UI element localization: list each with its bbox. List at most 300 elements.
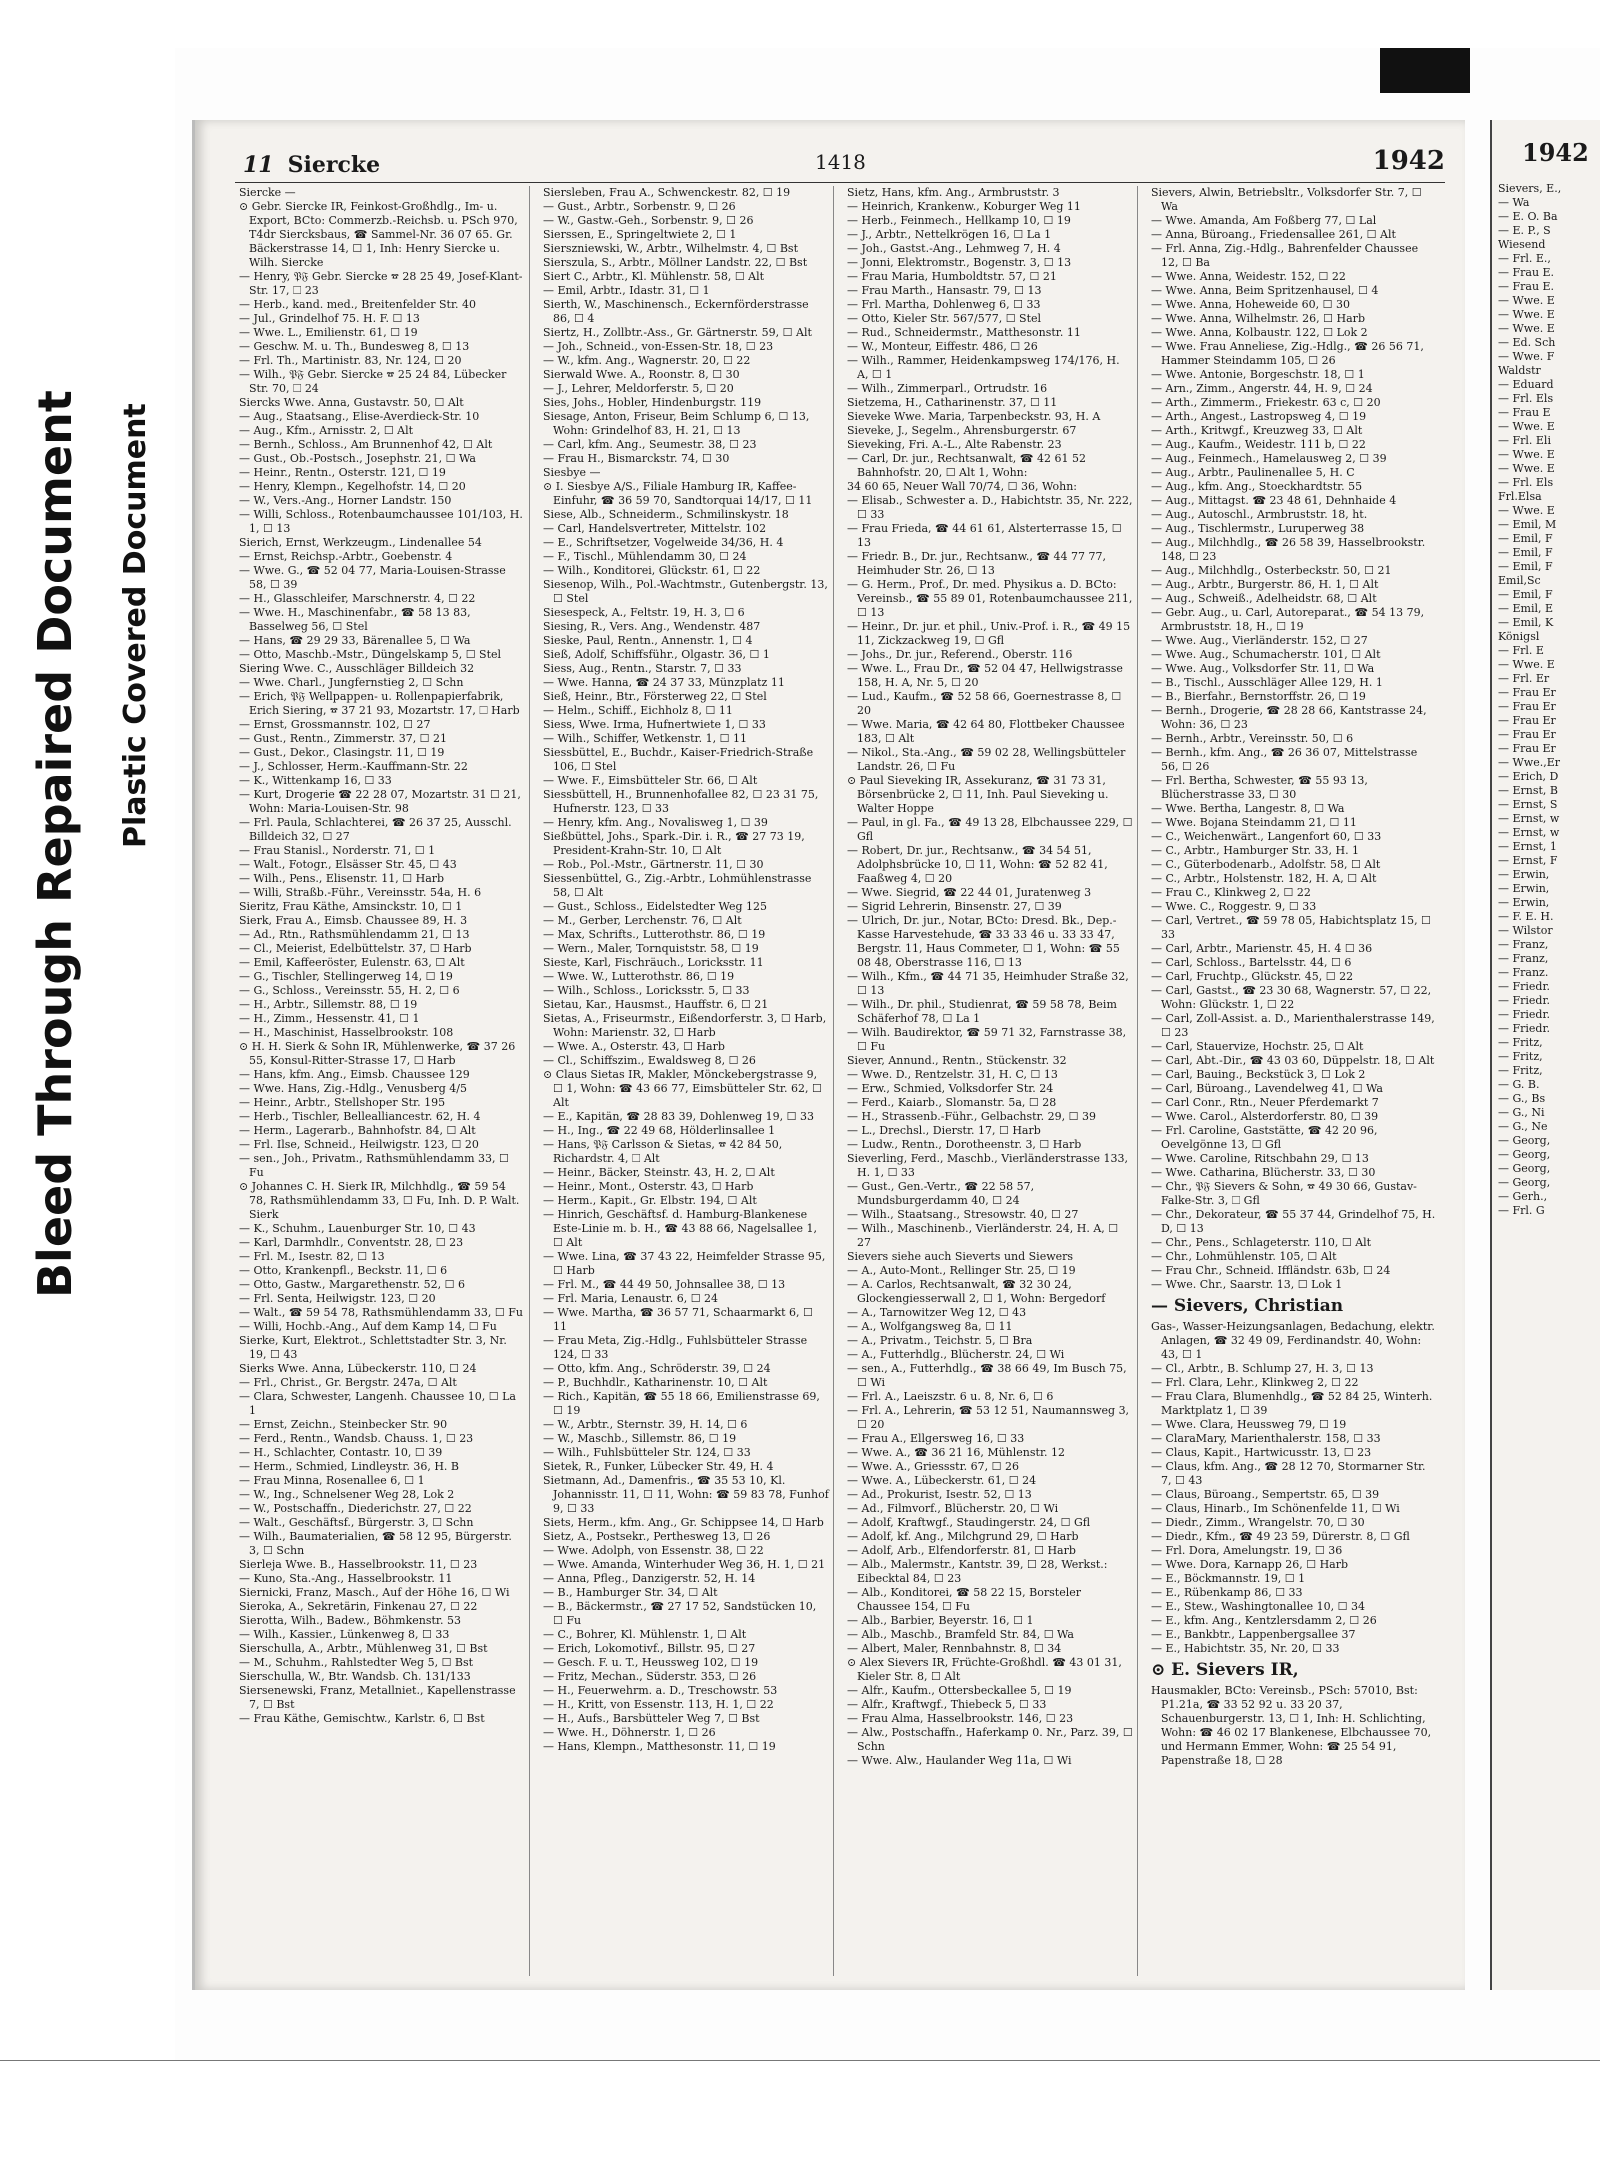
directory-entry: — Frl. Martha, Dohlenweg 6, ☐ 33 [847, 298, 1041, 311]
directory-entry: — C., Arbtr., Hamburger Str. 33, H. 1 [1151, 844, 1360, 857]
adjacent-entry-fragment: — Frau Er [1498, 742, 1556, 755]
directory-entry: — Henry, Klempn., Kegelhofstr. 14, ☐ 20 [239, 480, 466, 493]
directory-entry: — Alw., Postschaffn., Haferkamp 0. Nr., Parz. 39, ☐ Schn [847, 1726, 1133, 1753]
adjacent-entry-fragment: — Frl. Eli [1498, 434, 1551, 447]
directory-entry: Siersenewski, Franz, Metallniet., Kapellenstrasse 7, ☐ Bst [239, 1684, 516, 1711]
directory-entry: — H., Maschinist, Hasselbrookstr. 108 [239, 1026, 454, 1039]
adjacent-entry-fragment: — G., Ne [1498, 1120, 1548, 1133]
adjacent-entry-fragment: — Emil, E [1498, 602, 1554, 615]
adjacent-entry-fragment: Sievers, E., [1498, 182, 1562, 195]
directory-entry: — Adolf, Kraftwgf., Staudingerstr. 24, ☐ Gfl [847, 1516, 1091, 1529]
directory-entry: Siessbüttel, E., Buchdr., Kaiser-Friedrich-Straße 106, ☐ Stel [543, 746, 814, 773]
directory-entry: Siets, Herm., kfm. Ang., Gr. Schippsee 14, ☐ Harb [543, 1516, 824, 1529]
stamp-line-2: Plastic Covered Document [118, 403, 153, 848]
directory-entry: — Wilh. Baudirektor, ☎ 59 71 32, Farnstrasse 38, ☐ Fu [847, 1026, 1127, 1053]
directory-entry: — F., Tischl., Mühlendamm 30, ☐ 24 [543, 550, 747, 563]
directory-entry: — ClaraMary, Marienthalerstr. 158, ☐ 33 [1151, 1432, 1381, 1445]
directory-entry: — Ludw., Rentn., Dorotheenstr. 3, ☐ Harb [847, 1138, 1082, 1151]
directory-entry: — Wwe. Antonie, Borgeschstr. 18, ☐ 1 [1151, 368, 1365, 381]
directory-entry: — Clara, Schwester, Langenh. Chaussee 10, ☐ La 1 [239, 1390, 516, 1417]
directory-entry: — Anna, Büroang., Friedensallee 261, ☐ Alt [1151, 228, 1396, 241]
adjacent-entry-fragment: — Frl. E., [1498, 252, 1551, 265]
directory-entry: — G., Tischler, Stellingerweg 14, ☐ 19 [239, 970, 453, 983]
page-header [235, 142, 1445, 183]
adjacent-entry-fragment: Waldstr [1498, 364, 1541, 377]
adjacent-entry-fragment: — Franz, [1498, 938, 1549, 951]
adjacent-entry-fragment: — Erwin, [1498, 882, 1550, 895]
directory-entry: — Hans, ☎ 29 29 33, Bärenallee 5, ☐ Wa [239, 634, 471, 647]
directory-entry: — Friedr. B., Dr. jur., Rechtsanw., ☎ 44 77 77, Heimhuder Str. 26, ☐ 13 [847, 550, 1106, 577]
directory-entry: — E., Habichtstr. 35, Nr. 20, ☐ 33 [1151, 1642, 1340, 1655]
directory-entry: Sietas, A., Friseurmstr., Eißendorferstr. 3, ☐ Harb, Wohn: Marienstr. 32, ☐ Harb [543, 1012, 827, 1039]
directory-entry: — C., Weichenwärt., Langenfort 60, ☐ 33 [1151, 830, 1382, 843]
directory-entry: — Wilh., Pens., Elisenstr. 11, ☐ Harb [239, 872, 445, 885]
adjacent-entry-fragment: — Frl. E [1498, 644, 1544, 657]
directory-entry: Sieveke, J., Segelm., Ahrensburgerstr. 67 [847, 424, 1077, 437]
scan-bottom-margin [0, 2060, 1600, 2178]
directory-entry: — Otto, Kieler Str. 567/577, ☐ Stel [847, 312, 1042, 325]
directory-entry: — Hans, 𝔓𝔉 Carlsson & Sietas, ☎ 42 84 50, Richardstr. 4, ☐ Alt [543, 1138, 783, 1165]
adjacent-entry-fragment: — Wwe. E [1498, 308, 1555, 321]
directory-entry: — Gust., Arbtr., Sorbenstr. 9, ☐ 26 [543, 200, 736, 213]
adjacent-page [1490, 120, 1600, 1990]
directory-entry: — J., Lehrer, Meldorferstr. 5, ☐ 20 [543, 382, 734, 395]
directory-entry: — Wwe. D., Rentzelstr. 31, H. C, ☐ 13 [847, 1068, 1058, 1081]
adjacent-entry-fragment: Königsl [1498, 630, 1540, 643]
adjacent-entry-fragment: — Friedr. [1498, 1022, 1551, 1035]
directory-entry: Sierth, W., Maschinensch., Eckernförderstrasse 86, ☐ 4 [543, 298, 809, 325]
directory-entry: — Wwe. W., Lutterothstr. 86, ☐ 19 [543, 970, 735, 983]
directory-entry: ⊙ H. H. Sierk & Sohn IR, Mühlenwerke, ☎ 37 26 55, Konsul-Ritter-Strasse 17, ☐ Harb [239, 1040, 516, 1067]
directory-entry: — Herb., Tischler, Bellealliancestr. 62, H. 4 [239, 1110, 481, 1123]
directory-entry: — H., Schlachter, Contastr. 10, ☐ 39 [239, 1446, 443, 1459]
directory-entry: — Wwe. Anna, Hoheweide 60, ☐ 30 [1151, 298, 1351, 311]
directory-entry: — Frau Alma, Hasselbrookstr. 146, ☐ 23 [847, 1712, 1074, 1725]
adjacent-entry-fragment: — Franz, [1498, 952, 1549, 965]
directory-entry: Hausmakler, BCto: Vereinsb., PSch: 57010, Bst: P1.21a, ☎ 33 52 92 u. 33 20 37, Schauenburgerstr. 13, ☐ 1, Inh: H. Schlichting, Wohn: ☎ 46 02 17 Blankenese, Elbchaussee 70, und Hermann Emmer, Wohn: ☎ 25 54 91, Papenstraße 18, ☐ 28 [1151, 1684, 1432, 1767]
directory-entry: — Frl. Paula, Schlachterei, ☎ 26 37 25, Ausschl. Billdeich 32, ☐ 27 [239, 816, 512, 843]
directory-entry: Siertz, H., Zollbtr.-Ass., Gr. Gärtnerstr. 59, ☐ Alt [543, 326, 812, 339]
adjacent-entry-fragment: — Wwe. E [1498, 658, 1555, 671]
directory-entry: — Karl, Darmhdlr., Conventstr. 28, ☐ 23 [239, 1236, 464, 1249]
directory-entry: — Gesch. F. u. T., Heussweg 102, ☐ 19 [543, 1656, 759, 1669]
adjacent-entry-fragment: — Erich, D [1498, 770, 1559, 783]
directory-entry: — Carl, Abt.-Dir., ☎ 43 03 60, Düppelstr. 18, ☐ Alt [1151, 1054, 1435, 1067]
adjacent-entry-fragment: — Emil, F [1498, 532, 1553, 545]
directory-entry: ⊙ Alex Sievers IR, Früchte-Großhdl. ☎ 43 01 31, Kieler Str. 8, ☐ Alt [847, 1656, 1122, 1683]
directory-entry: — Alb., Konditorei, ☎ 58 22 15, Borsteler Chaussee 154, ☐ Fu [847, 1586, 1082, 1613]
directory-entry: — Carl, Vertret., ☎ 59 78 05, Habichtsplatz 15, ☐ 33 [1151, 914, 1431, 941]
directory-entry: — Gebr. Aug., u. Carl, Autoreparat., ☎ 54 13 79, Armbruststr. 18, H., ☐ 19 [1151, 606, 1425, 633]
directory-entry: — G. Herm., Prof., Dr. med. Physikus a. D. BCto: Vereinsb., ☎ 55 89 01, Rotenbaumchaussee 211, ☐ 13 [847, 578, 1133, 619]
directory-entry: — Wwe. Hanna, ☎ 24 37 33, Münzplatz 11 [543, 676, 785, 689]
adjacent-entry-fragment: — Ernst, w [1498, 812, 1560, 825]
directory-entry: — Carl, Bauing., Beckstück 3, ☐ Lok 2 [1151, 1068, 1366, 1081]
adjacent-entry-fragment: — Wwe. E [1498, 504, 1555, 517]
directory-entry: — E., Rübenkamp 86, ☐ 33 [1151, 1586, 1303, 1599]
directory-entry: Sieske, Paul, Rentn., Annenstr. 1, ☐ 4 [543, 634, 753, 647]
adjacent-entry-fragment: — Wwe. E [1498, 462, 1555, 475]
directory-entry: — Wwe. Bertha, Langestr. 8, ☐ Wa [1151, 802, 1345, 815]
directory-columns [235, 186, 1445, 1976]
directory-entry: — H., Feuerwehrm. a. D., Treschowstr. 53 [543, 1684, 778, 1697]
adjacent-entry-fragment: — Emil, M [1498, 518, 1557, 531]
adjacent-entry-fragment: — Frau Er [1498, 686, 1556, 699]
directory-entry: ⊙ I. Siesbye A/S., Filiale Hamburg IR, Kaffee-Einfuhr, ☎ 36 59 70, Sandtorquai 14/17, ☐ 11 [543, 480, 813, 507]
directory-entry: — Adolf, kf. Ang., Milchgrund 29, ☐ Harb [847, 1530, 1079, 1543]
directory-entry: Sietek, R., Funker, Lübecker Str. 49, H. 4 [543, 1460, 774, 1473]
adjacent-entry-fragment: — G., Bs [1498, 1092, 1546, 1105]
directory-entry: — B., Bierfahr., Bernstorffstr. 26, ☐ 19 [1151, 690, 1366, 703]
column-1 [235, 186, 530, 1976]
directory-entry: — Frl. Maria, Lenaustr. 6, ☐ 24 [543, 1292, 719, 1305]
directory-entry: — H., Arbtr., Sillemstr. 88, ☐ 19 [239, 998, 418, 1011]
adjacent-entry-fragment: — Wilstor [1498, 924, 1553, 937]
directory-entry: ⊙ Paul Sieveking IR, Assekuranz, ☎ 31 73 31, Börsenbrücke 2, ☐ 11, Inh. Paul Sieveking u. Walter Hoppe [847, 774, 1109, 815]
adjacent-entry-fragment: — Gerh., [1498, 1190, 1548, 1203]
directory-entry: — Wwe. A., ☎ 36 21 16, Mühlenstr. 12 [847, 1446, 1065, 1459]
directory-entry: — Cl., Schiffszim., Ewaldsweg 8, ☐ 26 [543, 1054, 756, 1067]
directory-entry: — Ad., Rtn., Rathsmühlendamm 21, ☐ 13 [239, 928, 470, 941]
directory-entry: — Wwe. Aug., Schumacherstr. 101, ☐ Alt [1151, 648, 1381, 661]
directory-entry: — Otto, Maschb.-Mstr., Düngelskamp 5, ☐ Stel [239, 648, 502, 661]
directory-entry: Siersleben, Frau A., Schwenckestr. 82, ☐ 19 [543, 186, 791, 199]
directory-entry: — Wwe. Adolph, von Essenstr. 38, ☐ 22 [543, 1544, 764, 1557]
adjacent-entry-fragment: — Wwe. F [1498, 350, 1555, 363]
directory-entry: — Chr., Dekorateur, ☎ 55 37 44, Grindelhof 75, H. D, ☐ 13 [1151, 1208, 1436, 1235]
directory-entry: — H., Glasschleifer, Marschnerstr. 4, ☐ 22 [239, 592, 476, 605]
directory-entry: — Henry, kfm. Ang., Novalisweg 1, ☐ 39 [543, 816, 768, 829]
scan-dark-mark [1380, 48, 1470, 93]
directory-entry: — Walt., Geschäftsf., Bürgerstr. 3, ☐ Schn [239, 1516, 474, 1529]
directory-entry: — Aug., Autoschl., Armbruststr. 18, ht. [1151, 508, 1368, 521]
directory-entry: — W., Monteur, Eiffestr. 486, ☐ 26 [847, 340, 1038, 353]
adjacent-entry-fragment: — E. P., S [1498, 224, 1551, 237]
directory-entry: — Claus, Kapit., Hartwicusstr. 13, ☐ 23 [1151, 1446, 1372, 1459]
adjacent-entry-fragment: — Ernst, F [1498, 854, 1558, 867]
directory-entry: — Frl. Bertha, Schwester, ☎ 55 93 13, Blücherstrasse 33, ☐ 30 [1151, 774, 1368, 801]
adjacent-entry-fragment: — Wwe. E [1498, 420, 1555, 433]
directory-entry: — H., Kritt, von Essenstr. 113, H. 1, ☐ 22 [543, 1698, 774, 1711]
directory-entry: Sießbüttel, Johs., Spark.-Dir. i. R., ☎ 27 73 19, President-Krahn-Str. 10, ☐ Alt [543, 830, 805, 857]
directory-entry: — Wilh., Zimmerparl., Ortrudstr. 16 [847, 382, 1048, 395]
directory-entry: — Arth., Zimmerm., Friekestr. 63 c, ☐ 20 [1151, 396, 1381, 409]
directory-entry: — Frl. Dora, Amelungstr. 19, ☐ 36 [1151, 1544, 1343, 1557]
directory-entry: — Frl. A., Laeiszstr. 6 u. 8, Nr. 6, ☐ 6 [847, 1390, 1054, 1403]
directory-entry: — Otto, kfm. Ang., Schröderstr. 39, ☐ 24 [543, 1362, 771, 1375]
adjacent-entry-fragment: — Georg, [1498, 1148, 1551, 1161]
directory-entry: — W., Postschaffn., Diederichstr. 27, ☐ 22 [239, 1502, 472, 1515]
adjacent-page-fragments [1498, 182, 1600, 1218]
directory-entry: — Aug., Feinmech., Hamelausweg 2, ☐ 39 [1151, 452, 1387, 465]
directory-entry: — Heinrich, Krankenw., Koburger Weg 11 [847, 200, 1081, 213]
directory-entry: — Wilh., Staatsang., Stresowstr. 40, ☐ 27 [847, 1208, 1079, 1221]
directory-entry: — Wwe. F., Eimsbütteler Str. 66, ☐ Alt [543, 774, 758, 787]
directory-entry: — Herb., Feinmech., Hellkamp 10, ☐ 19 [847, 214, 1071, 227]
directory-entry: — Frau A., Ellgersweg 16, ☐ 33 [847, 1432, 1025, 1445]
directory-entry: — Otto, Gastw., Margarethenstr. 52, ☐ 6 [239, 1278, 465, 1291]
directory-entry: — Gust., Gen.-Vertr., ☎ 22 58 57, Mundsburgerdamm 40, ☐ 24 [847, 1180, 1035, 1207]
directory-entry: — Aug., Milchhdlg., ☎ 26 58 39, Hasselbrookstr. 148, ☐ 23 [1151, 536, 1426, 563]
adjacent-entry-fragment: — Frau Er [1498, 728, 1556, 741]
directory-entry: — Adolf, Arb., Elfendorferstr. 81, ☐ Harb [847, 1544, 1076, 1557]
directory-entry: — Wwe. A., Griessstr. 67, ☐ 26 [847, 1460, 1019, 1473]
directory-entry: — Robert, Dr. jur., Rechtsanw., ☎ 34 54 51, Adolphsbrücke 10, ☐ 11, Wohn: ☎ 52 82 41, Faaßweg 4, ☐ 20 [847, 844, 1108, 885]
adjacent-entry-fragment: — G. B. [1498, 1078, 1540, 1091]
adjacent-entry-fragment: — Georg, [1498, 1176, 1551, 1189]
directory-entry: — Carl, Schloss., Bartelsstr. 44, ☐ 6 [1151, 956, 1352, 969]
adjacent-entry-fragment: — Fritz, [1498, 1064, 1543, 1077]
directory-entry: — Wwe. Caroline, Ritschbahn 29, ☐ 13 [1151, 1152, 1369, 1165]
directory-entry: — B., Bäckermstr., ☎ 27 17 52, Sandstücken 10, ☐ Fu [543, 1600, 817, 1627]
directory-entry: Siesespeck, A., Feltstr. 19, H. 3, ☐ 6 [543, 606, 745, 619]
directory-entry: — Aug., Milchhdlg., Osterbeckstr. 50, ☐ 21 [1151, 564, 1392, 577]
directory-entry: — Carl, Handelsvertreter, Mittelstr. 102 [543, 522, 767, 535]
directory-entry: Sieroka, A., Sekretärin, Finkenau 27, ☐ 22 [239, 1600, 478, 1613]
directory-entry: — Emil, Kaffeeröster, Eulenstr. 63, ☐ Alt [239, 956, 465, 969]
directory-entry: — Hinrich, Geschäftsf. d. Hamburg-Blankenese Este-Linie m. b. H., ☎ 43 88 66, Nagelsallee 1, ☐ Alt [543, 1208, 817, 1249]
directory-entry: — M., Gerber, Lerchenstr. 76, ☐ Alt [543, 914, 742, 927]
directory-entry: — Bernh., kfm. Ang., ☎ 26 36 07, Mittelstrasse 56, ☐ 26 [1151, 746, 1418, 773]
directory-entry: — Bernh., Arbtr., Vereinsstr. 50, ☐ 6 [1151, 732, 1354, 745]
directory-entry: Siercks Wwe. Anna, Gustavstr. 50, ☐ Alt [239, 396, 464, 409]
directory-entry: — Nikol., Sta.-Ang., ☎ 59 02 28, Wellingsbütteler Landstr. 26, ☐ Fu [847, 746, 1126, 773]
directory-entry: — Wwe. Clara, Heussweg 79, ☐ 19 [1151, 1418, 1347, 1431]
directory-entry: Sierszniewski, W., Arbtr., Wilhelmstr. 4, ☐ Bst [543, 242, 798, 255]
directory-entry: — J., Arbtr., Nettelkrögen 16, ☐ La 1 [847, 228, 1052, 241]
directory-entry: Siert C., Arbtr., Kl. Mühlenstr. 58, ☐ Alt [543, 270, 765, 283]
directory-entry: — B., Hamburger Str. 34, ☐ Alt [543, 1586, 718, 1599]
directory-entry: — Wwe. Aug., Vierländerstr. 152, ☐ 27 [1151, 634, 1368, 647]
directory-entry: — Aug., kfm. Ang., Stoeckhardtstr. 55 [1151, 480, 1363, 493]
directory-entry: — Alfr., Kaufm., Ottersbeckallee 5, ☐ 19 [847, 1684, 1072, 1697]
directory-entry: — A., Futterhdlg., Blücherstr. 24, ☐ Wi [847, 1348, 1065, 1361]
adjacent-entry-fragment: — Fritz, [1498, 1050, 1543, 1063]
directory-entry: — Aug., Tischlermstr., Luruperweg 38 [1151, 522, 1365, 535]
directory-entry: — Hans, Klempn., Matthesonstr. 11, ☐ 19 [543, 1740, 776, 1753]
directory-entry: — Elisab., Schwester a. D., Habichtstr. 35, Nr. 222, ☐ 33 [847, 494, 1133, 521]
directory-entry: Sieritz, Frau Käthe, Amsinckstr. 10, ☐ 1 [239, 900, 463, 913]
directory-entry: — Ernst, Grossmannstr. 102, ☐ 27 [239, 718, 431, 731]
directory-entry: — Ad., Prokurist, Isestr. 52, ☐ 13 [847, 1488, 1032, 1501]
directory-entry: — Willi, Straßb.-Führ., Vereinsstr. 54a, H. 6 [239, 886, 482, 899]
directory-entry: — Frl., Christ., Gr. Bergstr. 247a, ☐ Alt [239, 1376, 457, 1389]
directory-entry: — Ernst, Zeichn., Steinbecker Str. 90 [239, 1418, 448, 1431]
adjacent-entry-fragment: — Ernst, w [1498, 826, 1560, 839]
directory-entry: — Alb., Malermstr., Kantstr. 39, ☐ 28, Werkst.: Eibecktal 84, ☐ 23 [847, 1558, 1108, 1585]
directory-entry: — Johs., Dr. jur., Referend., Oberstr. 116 [847, 648, 1073, 661]
adjacent-entry-fragment: — Wwe. E [1498, 294, 1555, 307]
directory-entry: Sieveke Wwe. Maria, Tarpenbeckstr. 93, H. A [847, 410, 1101, 423]
column-4 [1147, 186, 1442, 1976]
directory-entry: Sietau, Kar., Hausmst., Hauffstr. 6, ☐ 21 [543, 998, 769, 1011]
adjacent-entry-fragment: — Eduard [1498, 378, 1554, 391]
directory-entry: — A., Auto-Mont., Rellinger Str. 25, ☐ 19 [847, 1264, 1076, 1277]
directory-entry: — Walt., ☎ 59 54 78, Rathsmühlendamm 33, ☐ Fu [239, 1306, 523, 1319]
directory-entry: Siessbüttell, H., Brunnenhofallee 82, ☐ 23 31 75, Hufnerstr. 123, ☐ 33 [543, 788, 819, 815]
directory-entry: Sies, Johs., Hobler, Hindenburgstr. 119 [543, 396, 762, 409]
directory-entry: — Heinr., Bäcker, Steinstr. 43, H. 2, ☐ Alt [543, 1166, 775, 1179]
directory-entry: — Ferd., Kaiarb., Slomanstr. 5a, ☐ 28 [847, 1096, 1057, 1109]
directory-entry: — Wwe. Frau Anneliese, Zig.-Hdlg., ☎ 26 56 71, Hammer Steindamm 105, ☐ 26 [1151, 340, 1424, 367]
directory-entry: Siesage, Anton, Friseur, Beim Schlump 6, ☐ 13, Wohn: Grindelhof 83, H. 21, ☐ 13 [543, 410, 810, 437]
directory-entry: — H., Zimm., Hessenstr. 41, ☐ 1 [239, 1012, 420, 1025]
directory-entry: — Wilh., 𝔓𝔉 Gebr. Siercke ☎ 25 24 84, Lübecker Str. 70, ☐ 24 [239, 368, 507, 395]
directory-entry: — E., Böckmannstr. 19, ☐ 1 [1151, 1572, 1306, 1585]
directory-entry: — Diedr., Zimm., Wrangelstr. 70, ☐ 30 [1151, 1516, 1365, 1529]
directory-entry: — Wwe. Anna, Beim Spritzenhausel, ☐ 4 [1151, 284, 1379, 297]
directory-entry: — Frl. A., Lehrerin, ☎ 53 12 51, Naumannsweg 3, ☐ 20 [847, 1404, 1130, 1431]
directory-entry: — Wwe. Chr., Saarstr. 13, ☐ Lok 1 [1151, 1278, 1343, 1291]
header-name: Siercke [287, 152, 381, 178]
directory-entry: Sierleja Wwe. B., Hasselbrookstr. 11, ☐ 23 [239, 1558, 478, 1571]
directory-entry: — Wwe. Dora, Karnapp 26, ☐ Harb [1151, 1558, 1349, 1571]
directory-entry: — Frau Stanisl., Norderstr. 71, ☐ 1 [239, 844, 436, 857]
adjacent-entry-fragment: — Friedr. [1498, 980, 1551, 993]
directory-entry: — W., kfm. Ang., Wagnerstr. 20, ☐ 22 [543, 354, 751, 367]
directory-entry: — Carl, kfm. Ang., Seumestr. 38, ☐ 23 [543, 438, 757, 451]
directory-entry: — Gust., Schloss., Eidelstedter Weg 125 [543, 900, 767, 913]
directory-entry: — Wern., Maler, Tornquiststr. 58, ☐ 19 [543, 942, 759, 955]
directory-entry: — Frl. Clara, Lehr., Klinkweg 2, ☐ 22 [1151, 1376, 1359, 1389]
directory-entry: — Wwe. G., ☎ 52 04 77, Maria-Louisen-Strasse 58, ☐ 39 [239, 564, 506, 591]
adjacent-entry-fragment: — Emil, K [1498, 616, 1554, 629]
directory-entry: — B., Tischl., Ausschläger Allee 129, H. 1 [1151, 676, 1383, 689]
directory-entry: — Max, Schrifts., Lutterothstr. 86, ☐ 19 [543, 928, 766, 941]
directory-entry: — Wwe. Catharina, Blücherstr. 33, ☐ 30 [1151, 1166, 1376, 1179]
directory-entry: — Joh., Schneid., von-Essen-Str. 18, ☐ 23 [543, 340, 774, 353]
directory-entry: — Wwe. Anna, Kolbaustr. 122, ☐ Lok 2 [1151, 326, 1368, 339]
directory-entry: Siering Wwe. C., Ausschläger Billdeich 32 [239, 662, 475, 675]
directory-entry: — Otto, Krankenpfl., Beckstr. 11, ☐ 6 [239, 1264, 448, 1277]
directory-entry: — Chr., Lohmühlenstr. 105, ☐ Alt [1151, 1250, 1337, 1263]
directory-entry: — Walt., Fotogr., Elsässer Str. 45, ☐ 43 [239, 858, 457, 871]
adjacent-entry-fragment: — Frl. Els [1498, 476, 1554, 489]
directory-entry: — Wwe. Anna, Weidestr. 152, ☐ 22 [1151, 270, 1346, 283]
directory-entry: — A., Privatm., Teichstr. 5, ☐ Bra [847, 1334, 1033, 1347]
directory-entry: — Lud., Kaufm., ☎ 52 58 66, Goernestrasse 8, ☐ 20 [847, 690, 1122, 717]
directory-entry: Sieverling, Ferd., Maschb., Vierländerstrasse 133, H. 1, ☐ 33 [847, 1152, 1128, 1179]
directory-entry: — A., Tarnowitzer Weg 12, ☐ 43 [847, 1306, 1027, 1319]
directory-entry: — Wilh., Kfm., ☎ 44 71 35, Heimhuder Straße 32, ☐ 13 [847, 970, 1129, 997]
directory-entry: Siess, Wwe. Irma, Hufnertwiete 1, ☐ 33 [543, 718, 766, 731]
directory-entry: — Albert, Maler, Rennbahnstr. 8, ☐ 34 [847, 1642, 1062, 1655]
directory-entry: — Frau Frieda, ☎ 44 61 61, Alsterterrasse 15, ☐ 13 [847, 522, 1122, 549]
directory-entry: — Wilh., Dr. phil., Studienrat, ☎ 59 58 78, Beim Schäferhof 78, ☐ La 1 [847, 998, 1117, 1025]
directory-entry: — Paul, in gl. Fa., ☎ 49 13 28, Elbchaussee 229, ☐ Gfl [847, 816, 1133, 843]
adjacent-entry-fragment: — Emil, F [1498, 546, 1553, 559]
directory-entry: — Sigrid Lehrerin, Binsenstr. 27, ☐ 39 [847, 900, 1062, 913]
directory-entry: ⊙ E. Sievers IR, [1151, 1660, 1299, 1680]
adjacent-page-year: 1942 [1522, 138, 1589, 167]
directory-entry: — Rich., Kapitän, ☎ 55 18 66, Emilienstrasse 69, ☐ 19 [543, 1390, 820, 1417]
directory-entry: Sietz, Hans, kfm. Ang., Armbruststr. 3 [847, 186, 1060, 199]
directory-entry: — Wwe. Lina, ☎ 37 43 22, Heimfelder Strasse 95, ☐ Harb [543, 1250, 826, 1277]
directory-entry: — Ulrich, Dr. jur., Notar, BCto: Dresd. Bk., Dep.-Kasse Harvestehude, ☎ 33 33 46 u. 33 33 47, Bergstr. 11, Haus Commeter, ☐ 1, Wohn: ☎ 55 08 48, Oberstrasse 116, ☐ 13 [847, 914, 1120, 969]
adjacent-entry-fragment: — Fritz, [1498, 1036, 1543, 1049]
directory-entry: — H., Strassenb.-Führ., Gelbachstr. 29, ☐ 39 [847, 1110, 1096, 1123]
directory-entry: — E., Stew., Washingtonallee 10, ☐ 34 [1151, 1600, 1365, 1613]
directory-entry: — Aug., Kfm., Arnisstr. 2, ☐ Alt [239, 424, 414, 437]
directory-entry: — Kuno, Sta.-Ang., Hasselbrookstr. 11 [239, 1572, 453, 1585]
directory-entry: — Frau C., Klinkweg 2, ☐ 22 [1151, 886, 1311, 899]
directory-entry: — Wwe. Charl., Jungfernstieg 2, ☐ Schn [239, 676, 464, 689]
adjacent-entry-fragment: Emil,Sc [1498, 574, 1541, 587]
directory-entry: — W., Vers.-Ang., Horner Landstr. 150 [239, 494, 452, 507]
directory-entry: — Heinr., Mont., Osterstr. 43, ☐ Harb [543, 1180, 754, 1193]
directory-entry: Siesbye — [543, 466, 601, 479]
directory-entry: Sierschulla, W., Btr. Wandsb. Ch. 131/133 [239, 1670, 471, 1683]
adjacent-entry-fragment: — Georg, [1498, 1134, 1551, 1147]
directory-entry: — Chr., 𝔓𝔉 Sievers & Sohn, ☎ 49 30 66, Gustav-Falke-Str. 3, ☐ Gfl [1151, 1180, 1417, 1207]
directory-entry: Sierotta, Wilh., Badew., Böhmkenstr. 53 [239, 1614, 461, 1627]
directory-entry: — Diedr., Kfm., ☎ 49 23 59, Dürerstr. 8, ☐ Gfl [1151, 1530, 1410, 1543]
directory-entry: — Bernh., Drogerie, ☎ 28 28 66, Kantstrasse 24, Wohn: 36, ☐ 23 [1151, 704, 1427, 731]
column-2 [539, 186, 834, 1976]
directory-entry: — Wwe. L., Emilienstr. 61, ☐ 19 [239, 326, 418, 339]
directory-entry: — Wwe. Alw., Haulander Weg 11a, ☐ Wi [847, 1754, 1072, 1767]
directory-entry: — Frau H., Bismarckstr. 74, ☐ 30 [543, 452, 730, 465]
adjacent-entry-fragment: — Ed. Sch [1498, 336, 1556, 349]
directory-entry: — sen., Joh., Privatm., Rathsmühlendamm 33, ☐ Fu [239, 1152, 509, 1179]
adjacent-entry-fragment: — Wwe. E [1498, 322, 1555, 335]
directory-entry: — Wilh., Rammer, Heidenkampsweg 174/176, H. A, ☐ 1 [847, 354, 1120, 381]
directory-entry: — Chr., Pens., Schlageterstr. 110, ☐ Alt [1151, 1236, 1372, 1249]
directory-entry: — H., Aufs., Barsbütteler Weg 7, ☐ Bst [543, 1712, 760, 1725]
directory-entry: — Wwe. C., Roggestr. 9, ☐ 33 [1151, 900, 1317, 913]
directory-entry: Sierszula, S., Arbtr., Möllner Landstr. 22, ☐ Bst [543, 256, 808, 269]
directory-entry: — Wwe. H., Maschinenfabr., ☎ 58 13 83, Basselweg 56, ☐ Stel [239, 606, 471, 633]
directory-entry: Sierks Wwe. Anna, Lübeckerstr. 110, ☐ 24 [239, 1362, 477, 1375]
adjacent-entry-fragment: — Friedr. [1498, 1008, 1551, 1021]
directory-entry: — C., Güterbodenarb., Adolfstr. 58, ☐ Alt [1151, 858, 1381, 871]
directory-entry: 34 60 65, Neuer Wall 70/74, ☐ 36, Wohn: [847, 480, 1078, 493]
adjacent-entry-fragment: — Ernst, S [1498, 798, 1558, 811]
directory-entry: — Carl, Zoll-Assist. a. D., Marienthalerstrasse 149, ☐ 23 [1151, 1012, 1435, 1039]
header-year: 1942 [1372, 146, 1445, 176]
directory-entry: Sietmann, Ad., Damenfris., ☎ 35 53 10, Kl. Johannisstr. 11, ☐ 11, Wohn: ☎ 59 83 78, Funhof 9, ☐ 33 [543, 1474, 829, 1515]
adjacent-entry-fragment: — Frl. Er [1498, 672, 1550, 685]
directory-entry: — Frl. Ilse, Schneid., Heilwigstr. 123, ☐ 20 [239, 1138, 479, 1151]
directory-entry: Sierschulla, A., Arbtr., Mühlenweg 31, ☐ Bst [239, 1642, 488, 1655]
directory-entry: — Ad., Filmvorf., Blücherstr. 20, ☐ Wi [847, 1502, 1059, 1515]
directory-entry: — Jonni, Elektromstr., Bogenstr. 3, ☐ 13 [847, 256, 1072, 269]
adjacent-entry-fragment: — Franz. [1498, 966, 1549, 979]
directory-entry: — K., Wittenkamp 16, ☐ 33 [239, 774, 392, 787]
directory-entry: — C., Arbtr., Holstenstr. 182, H. A, ☐ Alt [1151, 872, 1377, 885]
directory-entry: — W., Ing., Schnelsener Weg 28, Lok 2 [239, 1488, 455, 1501]
directory-entry: Sierwald Wwe. A., Roonstr. 8, ☐ 30 [543, 368, 740, 381]
directory-entry: — Carl, Dr. jur., Rechtsanwalt, ☎ 42 61 52 Bahnhofstr. 20, ☐ Alt 1, Wohn: [847, 452, 1086, 479]
directory-entry: — Wwe. Hans, Zig.-Hdlg., Venusberg 4/5 [239, 1082, 468, 1095]
directory-entry: — Geschw. M. u. Th., Bundesweg 8, ☐ 13 [239, 340, 470, 353]
directory-entry: Sietz, A., Postsekr., Perthesweg 13, ☐ 26 [543, 1530, 771, 1543]
adjacent-entry-fragment: — F. E. H. [1498, 910, 1554, 923]
directory-entry: — Claus, kfm. Ang., ☎ 28 12 70, Stormarner Str. 7, ☐ 43 [1151, 1460, 1426, 1487]
directory-entry: — Arth., Angest., Lastropsweg 4, ☐ 19 [1151, 410, 1367, 423]
directory-entry: — Wwe. Amanda, Winterhuder Weg 36, H. 1, ☐ 21 [543, 1558, 826, 1571]
adjacent-entry-fragment: — Ernst, B [1498, 784, 1559, 797]
directory-entry: — Rob., Pol.-Mstr., Gärtnerstr. 11, ☐ 30 [543, 858, 764, 871]
directory-entry: — Wwe. Bojana Steindamm 21, ☐ 11 [1151, 816, 1357, 829]
directory-entry: — Ernst, Reichsp.-Arbtr., Goebenstr. 4 [239, 550, 453, 563]
directory-entry: — W., Maschb., Sillemstr. 86, ☐ 19 [543, 1432, 737, 1445]
directory-entry: — Cl., Meierist, Edelbüttelstr. 37, ☐ Harb [239, 942, 472, 955]
directory-entry: — Hans, kfm. Ang., Eimsb. Chaussee 129 [239, 1068, 470, 1081]
directory-entry: — Frau Käthe, Gemischtw., Karlstr. 6, ☐ Bst [239, 1712, 485, 1725]
directory-entry: — Wwe. Anna, Wilhelmstr. 26, ☐ Harb [1151, 312, 1365, 325]
directory-entry: Siever, Annund., Rentn., Stückenstr. 32 [847, 1054, 1067, 1067]
